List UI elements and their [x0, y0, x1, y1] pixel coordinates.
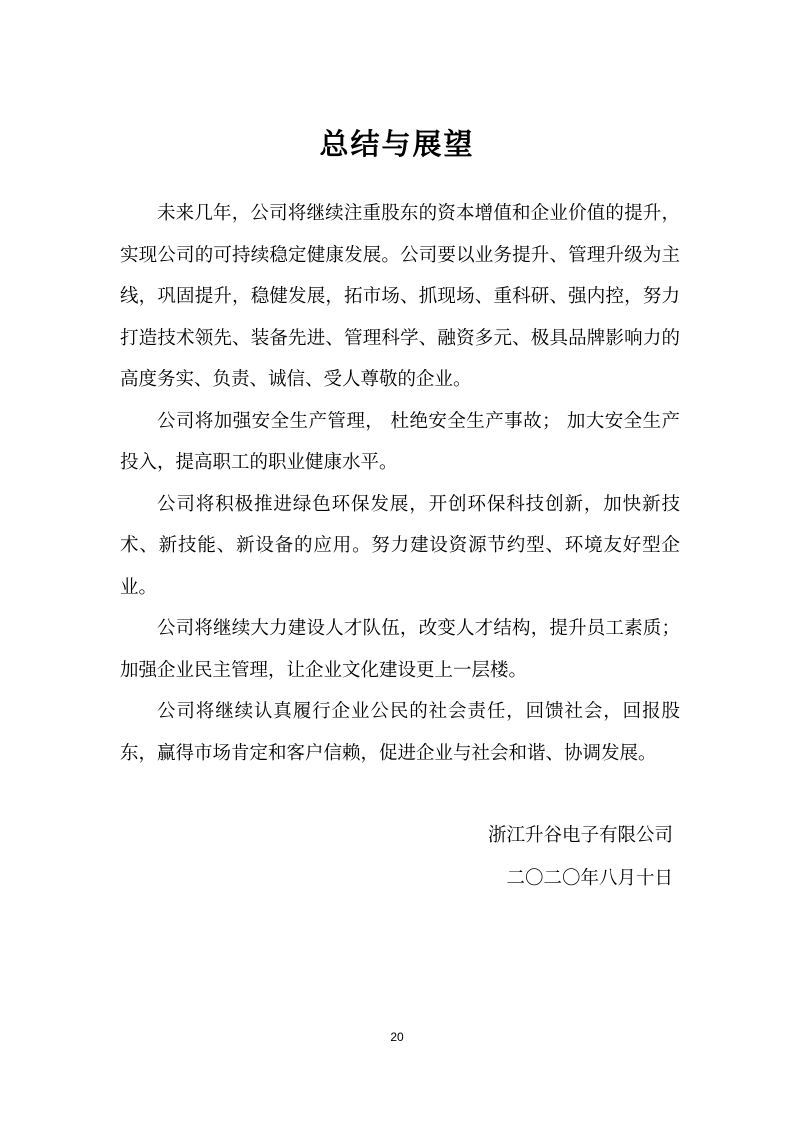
paragraph-outlook: 未来几年，公司将继续注重股东的资本增值和企业价值的提升，实现公司的可持续稳定健康发展。公司要以业务提升、管理升级为主线，巩固提升，稳健发展，拓市场、抓现场、重科研、强内控，努力打造技术领先、装备先进、管理科学、融资多元、极具品牌影响力的高度务实、负责、诚信、受人尊敬的企业。: [120, 203, 680, 390]
paragraph-environment: 公司将积极推进绿色环保发展，开创环保科技创新，加快新技术、新技能、新设备的应用。努力建设资源节约型、环境友好型企业。: [120, 493, 680, 598]
paragraph-talent: 公司将继续大力建设人才队伍，改变人才结构，提升员工素质；加强企业民主管理，让企业文化建设更上一层楼。: [120, 618, 680, 681]
signature-date: 二〇二〇年八月十日: [506, 868, 673, 889]
page-title: 总结与展望: [319, 127, 475, 161]
paragraph-safety: 公司将加强安全生产管理， 杜绝安全生产事故； 加大安全生产投入，提高职工的职业健康水平。: [120, 410, 680, 473]
document-body: [120, 193, 680, 774]
paragraph-responsibility: 公司将继续认真履行企业公民的社会责任，回馈社会，回报股东，赢得市场肯定和客户信赖，促进企业与社会和谐、协调发展。: [120, 701, 680, 764]
signature-company: 浙江升谷电子有限公司: [487, 825, 673, 846]
page-number: 20: [390, 1030, 404, 1044]
